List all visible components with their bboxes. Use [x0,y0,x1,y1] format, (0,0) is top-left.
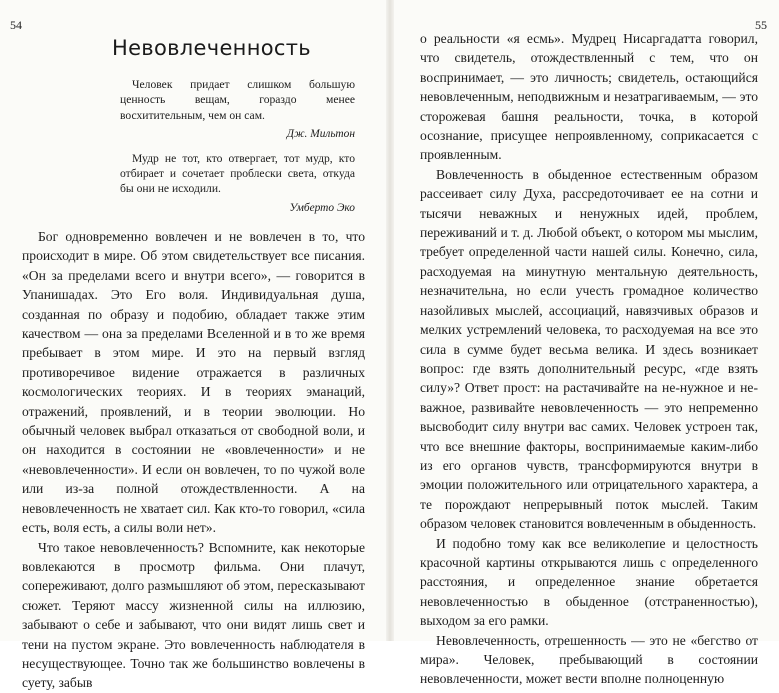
page-number-left: 54 [10,18,22,32]
paragraph: Бог одновременно вовлечен и не вовлечен в то, что происходит в мире. Об этом свидетельствует все писания. «Он за пределами всего и внутри всего», — говорится в Упанишадах. Это Его воля. Индивидуальная душа, созданная по образу и подобию, обладает также этим качеством — она за пределами Вселенной и в то же время пребывает в этом мире. И это на первый взгляд противоречивое видение отражается в различных космологических теориях. И в теориях эманаций, отражений, проявлений, и в теории эволюции. Но обычный человек выбрал отказаться от свободной воли, и он находится в состоянии не «вовлеченности» и не «невовлеченности». И если он вовлечен, то по чужой воле или из-за полной отождествленности. А на невовлеченность не хватает сил. Как кто-то говорил, «сила есть, воля есть, а силы воли нет». [22,229,365,536]
page-number-right: 55 [755,18,767,32]
chapter-title: Невовлеченность [112,36,311,60]
epigraphs [120,77,355,224]
book-gutter [386,0,394,641]
paragraph: И подобно тому как все великолепие и целостность красочной картины открываются лишь с определенного расстояния, и определенное знание обретается невовлеченностью в обыденное (отстраненностью), выходом за его рамки. [420,535,758,629]
paragraph: Невовлеченность, отрешенность — это не «бегство от мира». Человек, пребывающий в состоянии невовлеченности, может вести вполне полноценную [420,632,758,687]
epigraph-text: Мудр не тот, кто отвергает, тот мудр, кто отбирает и сочетает проблески света, откуда бы они не исходили. [120,151,355,196]
paragraph: Вовлеченность в обыденное естественным образом рассеивает силу Духа, рассредоточивает ее на сотни и тысячи неважных и ненужных идей, проблем, переживаний и т. д. Любой объект, о котором мы мыслим, требует определенной части нашей силы. Конечно, сила, расходуемая на минутную ментальную деятельность, незначительна, но если учесть громадное количество назойливых мыслей, ассоциаций, навязчивых образов и мелких устремлений человека, то расходуемая на все это сила в сумме будет весьма велика. И здесь возникает вопрос: где взять дополнительный ресурс, «где взять силу»? Ответ прост: на растачивайте на не-нужное и не-важное, развивайте невовлеченность — это непременно высвободит силу внутри вас самих. Человек устроен так, что все внешние факторы, воспринимаемые каким-либо из его органов чувств, трансформируются внутри в эмоции положительного или отрицательного характера, а те порождают непрерывный поток мыслей. Таким образом человек становится вовлеченным в обыденность. [420,166,758,532]
left-page [0,0,386,691]
paragraph: о реальности «я есмь». Мудрец Нисаргадатта говорил, что свидетель, отождествленный с тем, что он воспринимает, — это личность; свидетель, остающийся невовлеченным, неподвижным и незатрагиваемым, — это сторожевая башня реальности, точка, в которой осознание, присущее непроявленному, соприкасается с проявленным. [420,31,758,163]
epigraph-author: Умберто Эко [289,201,355,214]
epigraph-author: Дж. Мильтон [286,128,355,141]
paragraph: Что такое невовлеченность? Вспомните, как некоторые вовлекаются в просмотр фильма. Они плачут, сопереживают, долго размышляют об этом, пересказывают сюжет. Теряют массу жизненной силы на иллюзию, забывают о себе и забывают, что они видят лишь свет и тени на пустом экране. Это вовлеченность наблюдателя в несуществующее. Точно так же большинство вовлечены в суету, забыв [22,539,365,691]
right-page [394,0,779,687]
right-page-body [420,29,758,689]
epigraph-text: Человек придает слишком большую ценность вещам, гораздо менее восхитительным, чем он сам. [120,78,355,122]
left-page-body [22,227,365,693]
